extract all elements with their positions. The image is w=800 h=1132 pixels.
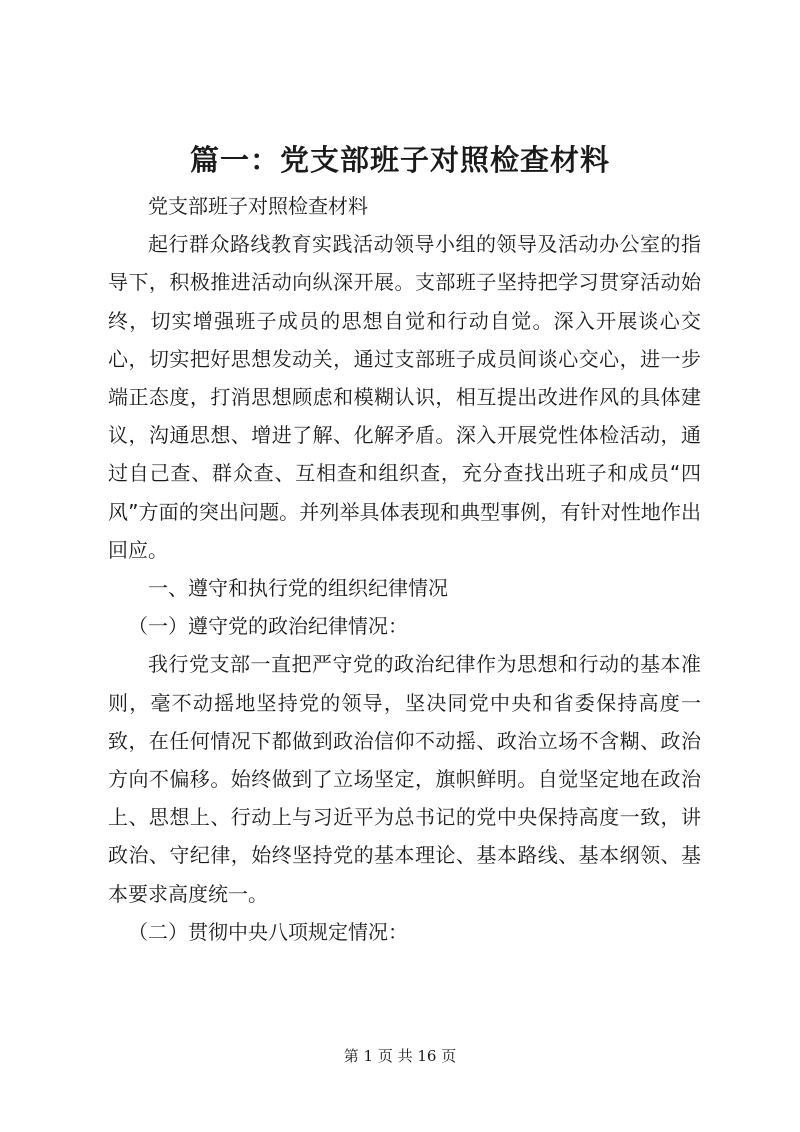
subsection-paragraph-1: 我行党支部一直把严守党的政治纪律作为思想和行动的基本准则，毫不动摇地坚持党的领导，坚决同党中央和省委保持高度一致，在任何情况下都做到政治信仰不动摇、政治立场不含糊、政治方向不偏移。始终做到了立场坚定，旗帜鲜明。自觉坚定地在政治上、思想上、行动上与习近平为总书记的党中央保持高度一致，讲政治、守纪律，始终坚持党的基本理论、基本路线、基本纲领、基本要求高度统一。 [108, 652, 701, 906]
section-heading-1: 一、遵守和执行党的组织纪律情况 [148, 576, 448, 601]
intro-paragraph: 起行群众路线教育实践活动领导小组的领导及活动办公室的指导下，积极推进活动向纵深开展。支部班子坚持把学习贯穿活动始终，切实增强班子成员的思想自觉和行动自觉。深入开展谈心交心，切实把好思想发动关，通过支部班子成员间谈心交心，进一步端正态度，打消思想顾虑和模糊认识，相互提出改进作风的具体建议，沟通思想、增进了解、化解矛盾。深入开展党性体检活动，通过自己查、群众查、互相查和组织查，充分查找出班子和成员“四风”方面的突出问题。并列举具体表现和典型事例，有针对性地作出回应。 [108, 232, 701, 562]
subtitle-line: 党支部班子对照检查材料 [148, 194, 368, 218]
page-footer: 第 1 页 共 16 页 [343, 1047, 457, 1065]
document-title: 篇一：党支部班子对照检查材料 [189, 143, 610, 177]
subsection-heading-1: （一）遵守党的政治纪律情况： [128, 614, 408, 639]
subsection-heading-2: （二）贯彻中央八项规定情况： [128, 919, 408, 944]
document-body [108, 187, 701, 951]
